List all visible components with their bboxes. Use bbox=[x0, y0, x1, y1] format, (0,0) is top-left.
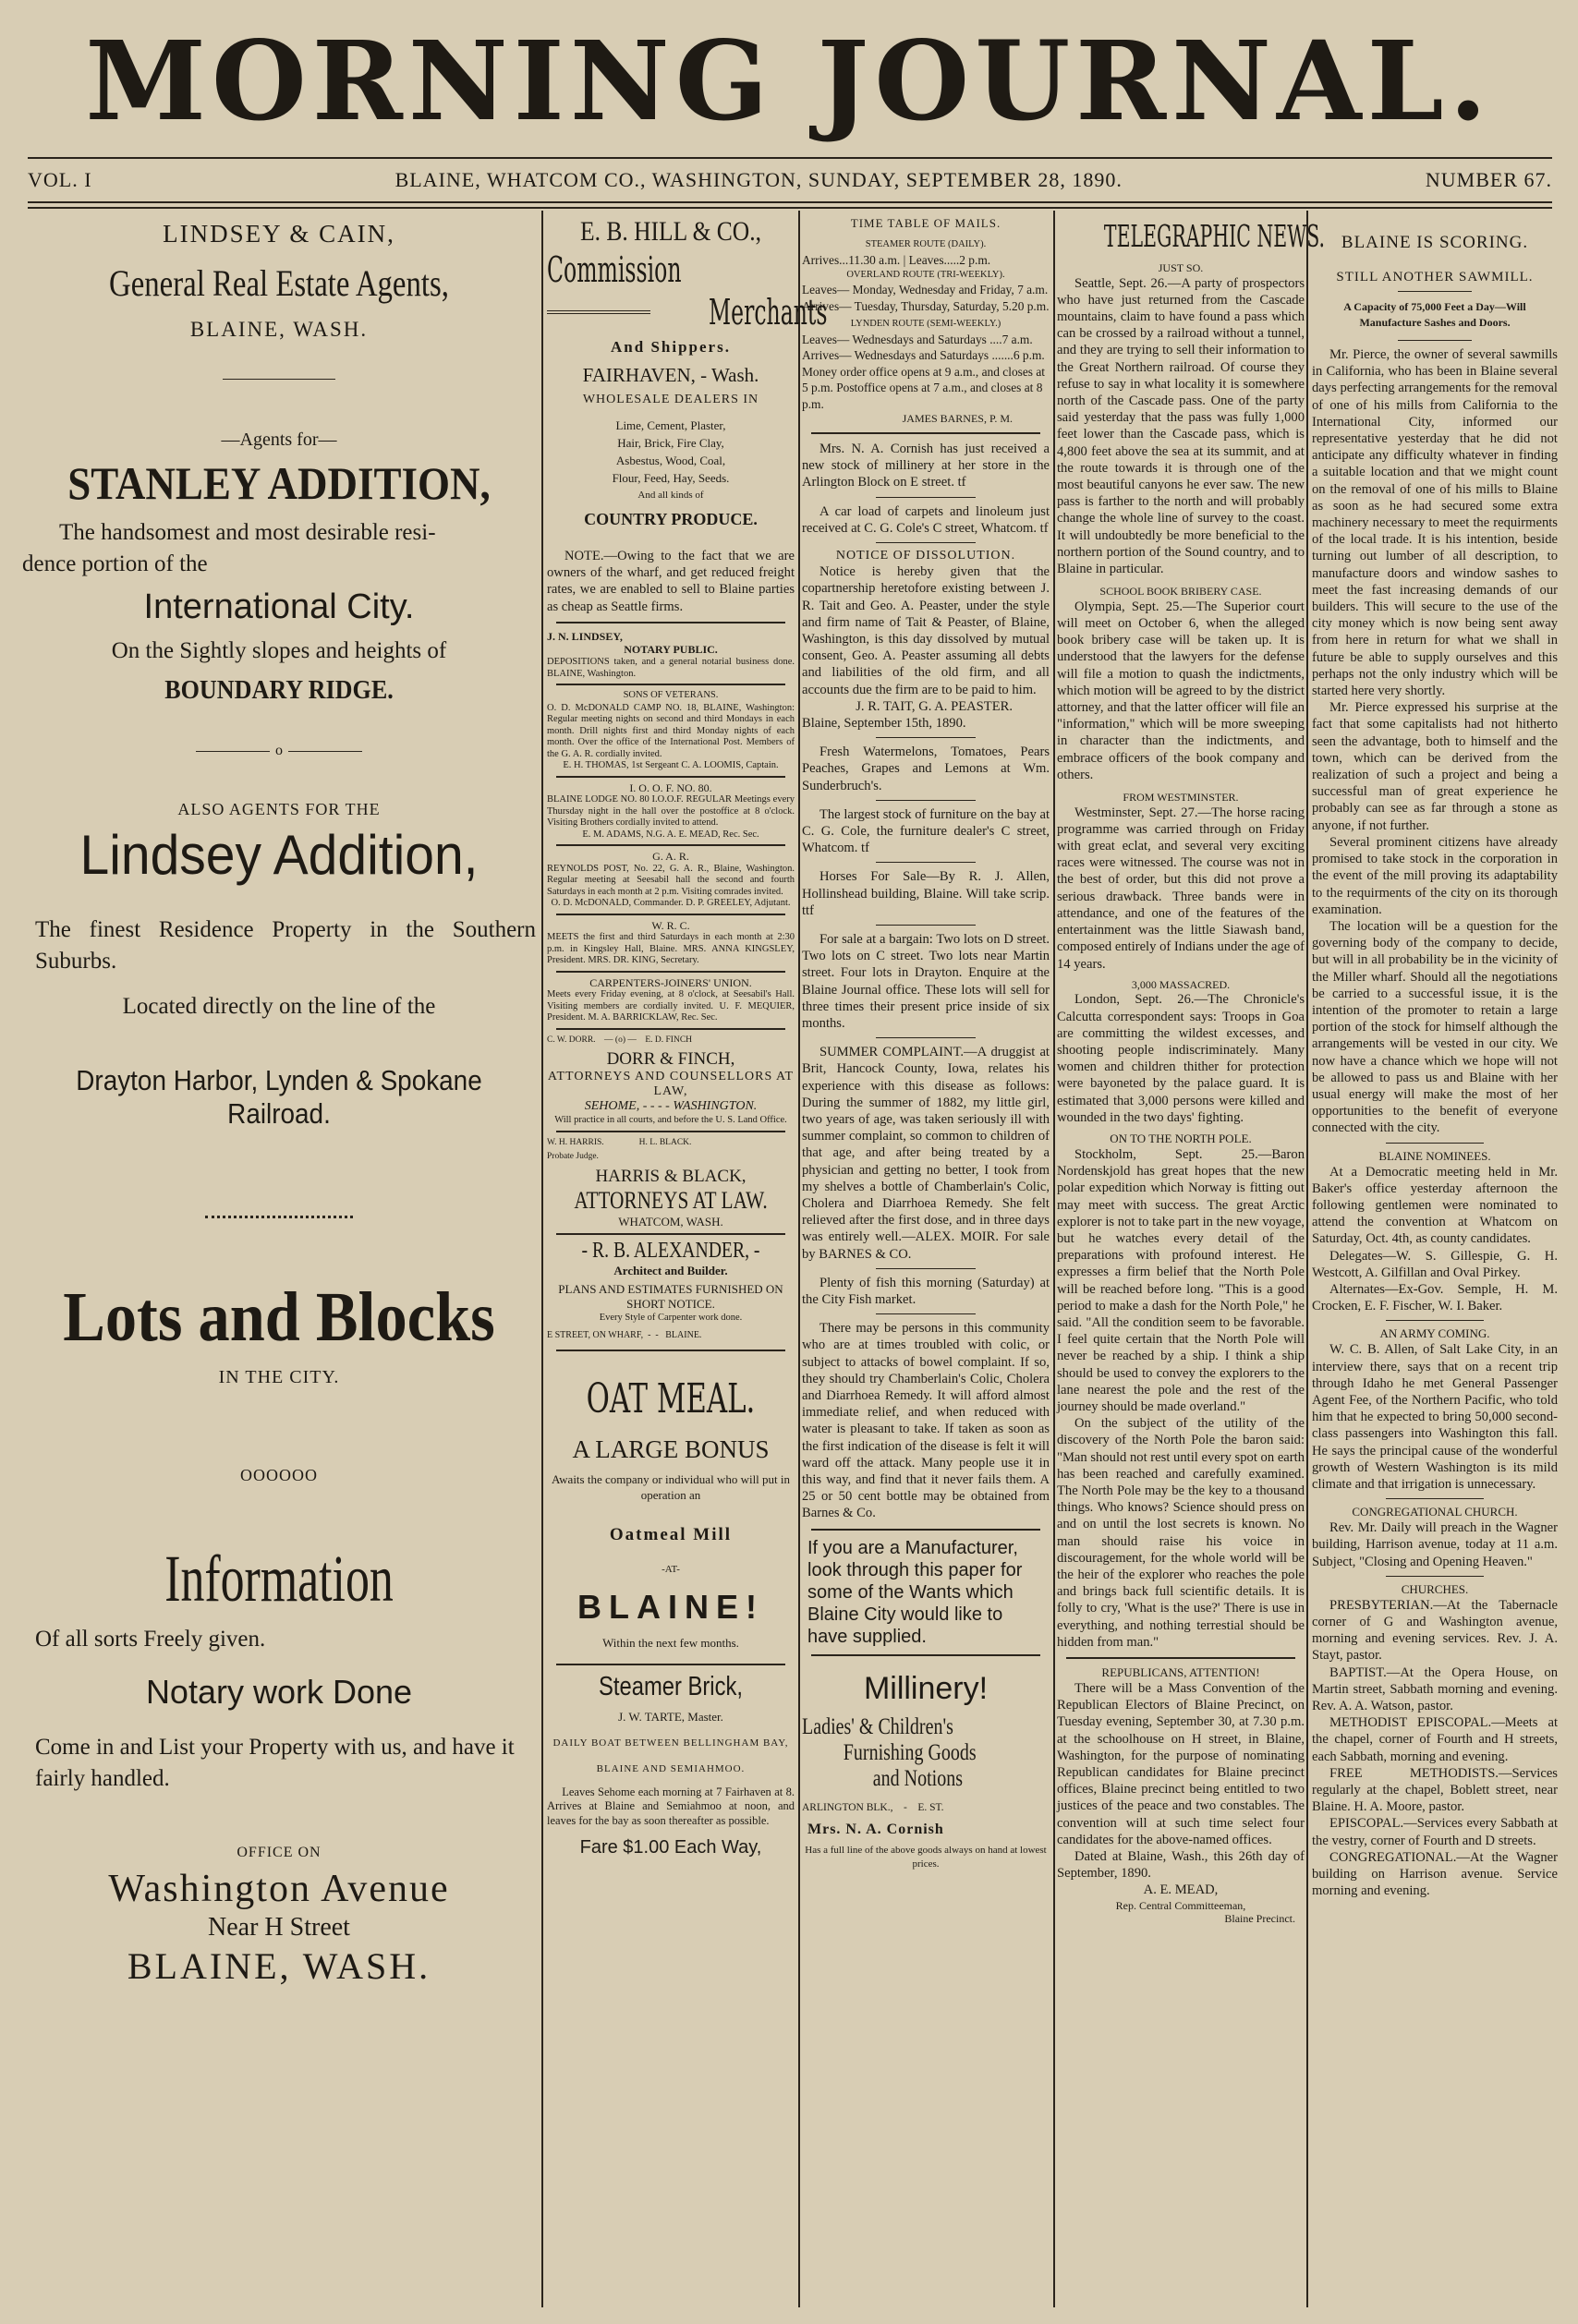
rule bbox=[556, 776, 785, 778]
ornament-ooo: OOOOOO bbox=[240, 1466, 318, 1484]
country-produce: COUNTRY PRODUCE. bbox=[584, 510, 758, 528]
rule bbox=[556, 1233, 785, 1235]
postmaster: JAMES BARNES, P. M. bbox=[902, 412, 1013, 426]
dissolution-signature: J. R. TAIT, G. A. PEASTER. bbox=[856, 698, 1013, 714]
and-shippers: And Shippers. bbox=[611, 338, 731, 356]
tarte-master: J. W. TARTE, Master. bbox=[618, 1709, 723, 1724]
harris-black: HARRIS & BLACK, bbox=[595, 1167, 747, 1187]
lodge-notice: BLAINE LODGE NO. 80 I.O.O.F. REGULAR Meetings every Thursday night in the hall over the postoffice at 8 o'clock. Visiting Brothers cordially invited to attend. bbox=[547, 794, 795, 829]
congregational-text: Rev. Mr. Daily will preach in the Wagner building, Harrison avenue, today at 11 a.m. Subject, "Closing and Opening Heaven." bbox=[1312, 1520, 1558, 1569]
summer-complaint: SUMMER COMPLAINT.—A druggist at Brit, Hancock County, Iowa, relates his experience with this disease as follows: During the summer of 1882, my little girl, two years of age, was taken seriously ill with summer complaint, so common to children of that age, and after being treated by a physician and getting no better, I took from my shelves a bottle of Chamberlain's Colic, Cholera and Diarrhoea Remedy. She felt relieved after the first dose, and in three days was entirely well.—ALEX. MOIR. For sale by BARNES & CO. bbox=[802, 1045, 1050, 1262]
merchants-row bbox=[547, 292, 828, 333]
republicans-notice: There will be a Mass Convention of the Republican Electors of Blaine Precinct, on Tuesday evening, September 30, at 7.30 p.m. at the schoolhouse on H street, in Blaine, Washington, for the purpose of nominating Republican candidates for Blaine precinct offices, Blaine precinct being entitled to two justices of the peace and two constables. The convention will at such time select four candidates for the above-named offices. bbox=[1057, 1681, 1305, 1847]
ornament-o: o bbox=[275, 743, 283, 758]
telegraphic-news: TELEGRAPHIC NEWS. bbox=[1103, 218, 1326, 254]
army-heading: AN ARMY COMING. bbox=[1379, 1326, 1490, 1341]
baptist: BAPTIST.—At the Opera House, on Martin street, Sabbath morning and evening. Rev. A. A. Watson, pastor. bbox=[1312, 1664, 1558, 1714]
firm-role: General Real Estate Agents, bbox=[109, 262, 449, 304]
dash bbox=[876, 925, 975, 926]
goods-4: Flour, Feed, Hay, Seeds. bbox=[612, 471, 730, 485]
congregational-church-2: CONGREGATIONAL.—At the Wagner building on Harrison avenue. Service morning and evening. bbox=[1312, 1849, 1558, 1899]
dorr-finch-role: ATTORNEYS AND COUNSELLORS AT LAW, bbox=[547, 1069, 795, 1098]
camp-notice: O. D. McDONALD CAMP NO. 18, BLAINE, Washington: Regular meeting nights on second and third Mondays in each month. Drill nights first and third Monday nights of each month. Over the office of the International Post. Members of the G. A. R. cordially invited. bbox=[547, 702, 795, 759]
railroad-line-1: Drayton Harbor, Lynden & Spokane bbox=[76, 1064, 482, 1096]
masthead-rule-bottom bbox=[28, 201, 1552, 203]
lots-bargain: For sale at a bargain: Two lots on D street. Two lots on C street. Two lots near Martin street. Four lots in Drayton. Enquire at the Blaine Journal office. These lots will sell for three times their present price inside of six months. bbox=[802, 931, 1050, 1031]
volume: VOL. I bbox=[28, 168, 92, 191]
sehome: SEHOME, - - - - WASHINGTON. bbox=[584, 1098, 758, 1113]
located-directly: Located directly on the line of the bbox=[122, 994, 436, 1019]
awaits-company: Awaits the company or individual who will put in operation an bbox=[551, 1471, 791, 1502]
citizens-story: Several prominent citizens have already promised to take stock in the corporation in the event of the mill proving its adaptability to the requirments of the city on its thorough examination. bbox=[1312, 834, 1558, 917]
rule bbox=[556, 914, 785, 915]
fish-market: Plenty of fish this morning (Saturday) at the City Fish market. bbox=[802, 1275, 1050, 1308]
colic-remedy: There may be persons in this community who are at times troubled with colic, or subject to attacks of bowel complaint. If so, they should try Chamberlain's Colic, Cholera and Diarrhoea Remedy. It will afford almost immediate relief, and when reduced with water is pleasant to take. If taken as soon as the first indication of the disease is felt it will ward off the attack. Many people use it in this way, and find that it never fails them. A 25 or 50 cent bottle may be obtained from Barnes & Co. bbox=[802, 1321, 1050, 1521]
stanley-desc-2: dence portion of the bbox=[22, 551, 208, 576]
wholesale-dealers: WHOLESALE DEALERS IN bbox=[582, 393, 759, 406]
nominees-heading: BLAINE NOMINEES. bbox=[1378, 1148, 1491, 1163]
dissolution-text: Notice is hereby given that the copartnership heretofore existing between J. R. Tait and Geo. A. Peaster, under the style and firm name of Tait & Peaster, of Blaine, Washington, is this day dissolved by mutual consent, Geo. A. Peaster assuming all debts and liabilities of the old firm, and all accounts due the firm are to be paid to him. bbox=[802, 564, 1050, 697]
capacity-heading: A Capacity of 75,000 Feet a Day—Will Manufacture Sashes and Doors. bbox=[1343, 300, 1526, 329]
within-months: Within the next few months. bbox=[602, 1635, 739, 1650]
oat-meal: OAT MEAL. bbox=[586, 1374, 756, 1422]
steamer-times: Arrives...11.30 a.m. | Leaves.....2 p.m. bbox=[802, 252, 991, 267]
place-date: BLAINE, WHATCOM CO., WASHINGTON, SUNDAY, SEPTEMBER 28, 1890. bbox=[394, 168, 1123, 191]
ioof-heading: I. O. O. F. NO. 80. bbox=[629, 781, 712, 794]
overland-times: Leaves— Monday, Wednesday and Friday, 7 a.m. Arrives— Tuesday, Thursday, Saturday, 5.20 p.m. bbox=[802, 283, 1050, 313]
rule bbox=[556, 1664, 785, 1665]
notary-public: NOTARY PUBLIC. bbox=[624, 643, 718, 657]
agents-for: —Agents for— bbox=[221, 430, 337, 450]
ornament-divider bbox=[22, 743, 536, 759]
methodist: METHODIST EPISCOPAL.—Meets at the chapel, corner of Fourth and H streets, each Sabbath, morning and evening. bbox=[1312, 1715, 1558, 1764]
fairhaven: FAIRHAVEN, - Wash. bbox=[582, 364, 759, 386]
rule bbox=[556, 684, 785, 685]
dash bbox=[876, 497, 975, 498]
dash bbox=[876, 862, 975, 863]
olympia-story: Olympia, Sept. 25.—The Superior court will meet on October 6, when the alleged book bribery case will be taken up. It is understood that the lawyers for the defense will file a motion to quash the indictments, which motion will be agreed to by the district attorney, and that the latter officer will file an "information," which will be more sweeping in character than the indictments, and embrace officers of the book company and others. bbox=[1057, 599, 1305, 782]
masthead-title: MORNING JOURNAL. bbox=[85, 17, 1493, 145]
whatcom-wash: WHATCOM, WASH. bbox=[618, 1215, 723, 1229]
dash bbox=[1386, 1576, 1484, 1577]
episcopal: EPISCOPAL.—Services every Sabbath at the vestry, corner of Fourth and D streets. bbox=[1312, 1816, 1558, 1848]
commission: Commission bbox=[547, 249, 682, 290]
column-rule-3 bbox=[1053, 211, 1055, 2307]
note-wharf: NOTE.—Owing to the fact that we are owners of the wharf, and get reduced freight rates, we are enabled to sell to Blaine parties as cheap as Seattle firms. bbox=[547, 549, 795, 614]
horses-for-sale: Horses For Sale—By R. J. Allen, Hollinshead building, Blaine. Will take scrip. ttf bbox=[802, 869, 1050, 918]
at: -AT- bbox=[662, 1563, 680, 1575]
carpenters-notice: Meets every Friday evening, at 8 o'clock, at Seesabil's Hall. Visiting members are cordially invited. U. F. MEQUIER, President. M. A. BARRICKLAW, Rec. Sec. bbox=[547, 989, 795, 1023]
rule bbox=[811, 432, 1040, 434]
republicans-role: Rep. Central Committeeman, bbox=[1115, 1898, 1246, 1912]
north-pole-heading: ON TO THE NORTH POLE. bbox=[1110, 1131, 1252, 1145]
arlington-blk: ARLINGTON BLK., - E. ST. bbox=[802, 1801, 944, 1813]
notary-work-done: Notary work Done bbox=[145, 1673, 413, 1711]
masthead-rule-bottom-2 bbox=[28, 207, 1552, 209]
finest-residence: The finest Residence Property in the Southern Suburbs. bbox=[35, 917, 536, 974]
and-notions: and Notions bbox=[872, 1765, 964, 1791]
carpenters-heading: CARPENTERS-JOINERS' UNION. bbox=[589, 975, 752, 989]
camp-signature: E. H. THOMAS, 1st Sergeant C. A. LOOMIS, Captain. bbox=[563, 760, 779, 771]
time-table: TIME TABLE OF MAILS. bbox=[850, 216, 1001, 230]
free-methodists: FREE METHODISTS.—Services regularly at the chapel, Boblett street, near Blaine. H. A. Moore, pastor. bbox=[1312, 1765, 1558, 1815]
rule bbox=[811, 1654, 1040, 1656]
jn-lindsey: J. N. LINDSEY, bbox=[547, 629, 623, 643]
dash bbox=[876, 1268, 975, 1269]
also-agents: ALSO AGENTS FOR THE bbox=[177, 800, 381, 818]
dorr-finch-names: C. W. DORR. — (o) — E. D. FINCH bbox=[547, 1035, 693, 1045]
dash bbox=[1386, 1498, 1484, 1499]
dorr-finch: DORR & FINCH, bbox=[606, 1048, 735, 1069]
daily-boat: DAILY BOAT BETWEEN BELLINGHAM BAY, BLAINE AND SEMIAHMOO. bbox=[552, 1737, 789, 1774]
post-signature: O. D. McDONALD, Commander. D. P. GREELEY, Adjutant. bbox=[551, 898, 791, 909]
rule bbox=[556, 971, 785, 973]
lodge-signature: E. M. ADAMS, N.G. A. E. MEAD, Rec. Sec. bbox=[582, 829, 759, 840]
steamer-brick: Steamer Brick, bbox=[599, 1671, 743, 1701]
millinery: Millinery! bbox=[863, 1670, 989, 1706]
column-rule-2 bbox=[798, 211, 800, 2307]
seattle-story: Seattle, Sept. 26.—A party of prospectors who have just returned from the Cascade mountains, claim to have found a pass which can be crossed by a railroad without a tunnel, and they are trying to sell their information to the Great Northern railroad. Of course they refuse to say in what locality it is somewhere north of the Cascade pass. One of the party said yesterday that the pass was fully 1,000 feet lower than the Cascade pass, which is 4,800 feet above the sea at its summit, and at the route towards it is through one of the most beautiful canyons he ever saw. The new pass is farther to the north and will probably change the whole line of survey to the coast. It will undoubtedly be more beneficial to the northern portion of the Sound country, and to Blaine in particular. bbox=[1057, 275, 1305, 577]
rule bbox=[556, 1350, 785, 1351]
fresh-fruit: Fresh Watermelons, Tomatoes, Pears Peaches, Grapes and Lemons at Wm. Sunderbruch's. bbox=[802, 744, 1050, 793]
westminster-heading: FROM WESTMINSTER. bbox=[1123, 791, 1239, 805]
lynden-times: Leaves— Wednesdays and Saturdays ....7 a.m. Arrives— Wednesdays and Saturdays .......6 p.m. Money order office opens at 9 a.m., and closes at 5 p.m. Postoffice opens at 7 a.m., and closes at 8 p.m. bbox=[802, 332, 1046, 411]
dotted-divider bbox=[205, 1216, 353, 1218]
dash bbox=[1398, 291, 1472, 292]
column-mails-notices bbox=[802, 214, 1050, 1870]
dash bbox=[876, 800, 975, 801]
bribery-heading: SCHOOL BOOK BRIBERY CASE. bbox=[1099, 585, 1262, 599]
ladies-childrens: Ladies' & Children's bbox=[802, 1713, 953, 1739]
alternates: Alternates—Ex-Gov. Semple, H. M. Crocken, E. F. Fischer, W. I. Baker. bbox=[1312, 1281, 1558, 1314]
issue-number: NUMBER 67. bbox=[1425, 168, 1552, 191]
fare: Fare $1.00 Each Way, bbox=[579, 1837, 762, 1858]
column-telegraphic-news bbox=[1057, 214, 1326, 1926]
column-rule-1 bbox=[541, 211, 543, 2307]
wrc-notice: MEETS the first and third Saturdays in each month at 2:30 p.m. in Kingsley Hall, Blaine. MRS. ANNA KINGSLEY, President. MRS. DR. KING, Secretary. bbox=[547, 932, 795, 966]
wrc-heading: W. R. C. bbox=[651, 918, 690, 932]
rule bbox=[556, 1131, 785, 1132]
harris-black-role: ATTORNEYS AT LAW. bbox=[574, 1187, 768, 1215]
churches-heading: CHURCHES. bbox=[1401, 1581, 1469, 1596]
mrs-cornish: Mrs. N. A. Cornish bbox=[807, 1822, 944, 1838]
rule bbox=[556, 622, 785, 623]
dash bbox=[876, 542, 975, 543]
cornish-notice: Mrs. N. A. Cornish has just received a new stock of millinery at her store in the Arlington Block on E street. tf bbox=[802, 442, 1050, 490]
merchants: Merchants bbox=[709, 292, 828, 333]
lindsey-addition: Lindsey Addition, bbox=[79, 824, 479, 886]
dissolution-heading: NOTICE OF DISSOLUTION. bbox=[835, 549, 1016, 563]
dash bbox=[1386, 1143, 1484, 1144]
sawmill-heading: STILL ANOTHER SAWMILL. bbox=[1336, 270, 1534, 284]
blaine-exclaim: BLAINE! bbox=[577, 1587, 764, 1626]
carpets-notice: A car load of carpets and linoleum just received at C. G. Cole's C street, Whatcom. tf bbox=[802, 503, 1050, 536]
delegates: Delegates—W. S. Gillespie, G. H. Westcott, A. Gilfillan and Oval Pirkey. bbox=[1312, 1248, 1558, 1280]
hill-and-co: E. B. HILL & CO., bbox=[580, 216, 761, 247]
large-bonus: A LARGE BONUS bbox=[572, 1434, 770, 1463]
firm-city: BLAINE, WASH. bbox=[189, 318, 369, 341]
divider bbox=[223, 379, 335, 380]
goods-5: And all kinds of bbox=[637, 490, 704, 501]
divider-right bbox=[288, 751, 362, 752]
goods-2: Hair, Brick, Fire Clay, bbox=[617, 436, 724, 450]
column-local-news bbox=[1312, 214, 1558, 1899]
goods-list bbox=[547, 417, 795, 504]
railroad-line-2: Railroad. bbox=[227, 1097, 331, 1130]
e-street-wharf: E STREET, ON WHARF, - - BLAINE. bbox=[547, 1329, 702, 1340]
office-on: OFFICE ON bbox=[237, 1845, 322, 1860]
lots-and-blocks: Lots and Blocks bbox=[63, 1278, 495, 1356]
republicans-heading: REPUBLICANS, ATTENTION! bbox=[1101, 1665, 1260, 1680]
column-real-estate-ad bbox=[22, 214, 536, 1988]
presbyterian: PRESBYTERIAN.—At the Tabernacle corner of G and Washington avenue, morning and evening services. Rev. J. A. Stayt, pastor. bbox=[1312, 1597, 1558, 1664]
rule bbox=[1066, 1657, 1295, 1659]
dorr-courts: Will practice in all courts, and before the U. S. Land Office. bbox=[554, 1114, 787, 1125]
rule bbox=[811, 1529, 1040, 1531]
dash bbox=[876, 737, 975, 738]
dash bbox=[876, 1313, 975, 1314]
leaves-sehome: Leaves Sehome each morning at 7 Fairhaven at 8. Arrives at Blaine and Semiahmoo at noon, and leaves for the bay as soon thereafter as possible. bbox=[547, 1785, 795, 1827]
location-story: The location will be a question for the governing body of the company to decide, but will in all probability be in the vicinity of the Miller wharf. Should all the negotiations be carried to a successful issue, it is the intention of the promoter to retain a large portion of the stock for himself although the arrangements will be vested in our city. We now have a chance which we hope will not be allowed to pass us and Blaine with her usual energy will make the most of her opportunities to the benefit of everyone connected with the city. bbox=[1312, 918, 1558, 1136]
post-notice: REYNOLDS POST, No. 22, G. A. R., Blaine, Washington. Regular meeting at Seesabil hall the second and fourth Saturdays in each month at 2 p.m. Visiting comrades invited. bbox=[547, 863, 795, 897]
london-story: London, Sept. 26.—The Chronicle's Calcutta correspondent says: Troops in Goa are committing the wildest excesses, and shooting people indiscriminately. Many women and children thither for protection were bayoneted by the palace guard. It is estimated that 3,000 persons were killed and wounded in the two days' fighting. bbox=[1057, 992, 1305, 1125]
blaine-scoring: BLAINE IS SCORING. bbox=[1341, 233, 1529, 252]
congregational-heading: CONGREGATIONAL CHURCH. bbox=[1352, 1505, 1518, 1519]
boundary-ridge: BOUNDARY RIDGE. bbox=[164, 675, 394, 705]
come-in-and-list: Come in and List your Property with us, and have it fairly handled. bbox=[35, 1735, 515, 1791]
westminster-story: Westminster, Sept. 27.—The horse racing programme was carried through on Friday with great eclat, and several very exciting races were witnessed. The course was not in the best of order, but this did not prove a serious drawback. Three bands were in attendance, and one of the features of the entertainment was the little Siawash band, composed entirely of Indians under the age of 14 years. bbox=[1057, 805, 1305, 972]
pierce-story: Mr. Pierce, the owner of several sawmills in California, who has been in Blaine several days perfecting arrangements for the removal of one of his mills from California to the International City, informed our representative yesterday that he did not anticipate any difficulty whatever in finding a suitable location and that we might count on the removal of one of his mills to Blaine as soon as he had secured some extra machinery necessary to meet the requirments of the local trade. It is his intention, beside turning out lumber of all description, to manufacture doors and window sashes to meet the fast increasing demands of our builders. This will secure to the use of the city money which is now being sent away from here in return for what we shall in future be able to supply ourselves and this perhaps not the only industry which will be started here very shortly. bbox=[1312, 347, 1558, 699]
harris-black-names: W. H. HARRIS. H. L. BLACK. bbox=[547, 1138, 692, 1148]
nominees-text: At a Democratic meeting held in Mr. Baker's office yesterday afternoon the following gentlemen were nominated to attend the convention at Whatcom on Saturday, Oct. 4th, as county candidates. bbox=[1312, 1164, 1558, 1247]
steamer-route: STEAMER ROUTE (DAILY). bbox=[865, 239, 987, 249]
in-the-city: IN THE CITY. bbox=[218, 1367, 340, 1387]
blaine-wash: BLAINE, WASH. bbox=[127, 1945, 431, 1987]
merchants-rule bbox=[547, 310, 650, 314]
dash bbox=[1386, 1320, 1484, 1321]
all-sorts-freely: Of all sorts Freely given. bbox=[35, 1627, 266, 1652]
masthead-rule-top bbox=[28, 157, 1552, 159]
goods-3: Asbestus, Wood, Coal, bbox=[615, 454, 726, 467]
furnishing-goods: Furnishing Goods bbox=[843, 1739, 977, 1765]
near-h-street: Near H Street bbox=[208, 1913, 350, 1942]
column-business-directory bbox=[547, 214, 828, 1858]
international-city: International City. bbox=[143, 587, 415, 626]
republicans-precinct: Blaine Precinct. bbox=[1224, 1912, 1295, 1926]
republicans-signature: A. E. MEAD, bbox=[1143, 1882, 1219, 1898]
furniture-notice: The largest stock of furniture on the bay at C. G. Cole, the furniture dealer's C street, Whatcom. tf bbox=[802, 806, 1050, 856]
dissolution-date: Blaine, September 15th, 1890. bbox=[802, 715, 966, 731]
probate-judge: Probate Judge. bbox=[547, 1151, 599, 1161]
goods-1: Lime, Cement, Plaster, bbox=[615, 418, 726, 432]
dash bbox=[1398, 340, 1472, 341]
plans-estimates: PLANS AND ESTIMATES FURNISHED ON SHORT NOTICE. bbox=[558, 1282, 783, 1312]
just-so: JUST SO. bbox=[1158, 261, 1204, 274]
overland-route: OVERLAND ROUTE (TRI-WEEKLY). bbox=[846, 269, 1005, 280]
oatmeal-mill: Oatmeal Mill bbox=[609, 1524, 733, 1544]
manufacturer-ad: If you are a Manufacturer, look through this paper for some of the Wants which Blaine City would like to have supplied. bbox=[807, 1537, 1023, 1647]
sons-of-veterans: SONS OF VETERANS. bbox=[623, 690, 719, 700]
rb-alexander: - R. B. ALEXANDER, - bbox=[581, 1239, 760, 1264]
sightly-slopes: On the Sightly slopes and heights of bbox=[111, 638, 447, 663]
stanley-desc-1: The handsomest and most desirable resi- bbox=[59, 520, 436, 545]
washington-avenue: Washington Avenue bbox=[108, 1868, 450, 1910]
stanley-addition: STANLEY ADDITION, bbox=[67, 457, 491, 509]
stockholm-story: Stockholm, Sept. 25.—Baron Nordenskjold has great hopes that the new polar expedition which Norway is fitting out may meet with success. The great Arctic explorer is not to take part in the new voyage, but he watches every detail of the preparations with profound interest. He expresses a firm belief that the North Pole will be reached before long. "This is a good period to make a dash for the North Pole," he said. "All the condition seem to be favorable. I feel quite certain that the North Pole will never be reached by a ship. I think a ship should be used to convey the explorers to the lane nearest the pole and the rest of the journey should be made overland." bbox=[1057, 1146, 1305, 1414]
dash bbox=[876, 1037, 975, 1038]
every-style: Every Style of Carpenter work done. bbox=[599, 1313, 743, 1324]
divider-left bbox=[196, 751, 270, 752]
massacred-heading: 3,000 MASSACRED. bbox=[1131, 977, 1231, 991]
lynden-route: LYNDEN ROUTE (SEMI-WEEKLY.) bbox=[850, 319, 1001, 330]
information: Information bbox=[164, 1542, 394, 1616]
architect-builder: Architect and Builder. bbox=[613, 1264, 728, 1278]
dateline bbox=[28, 168, 1552, 192]
republicans-date: Dated at Blaine, Wash., this 26th day of September, 1890. bbox=[1057, 1849, 1305, 1882]
firm-name: LINDSEY & CAIN, bbox=[163, 220, 395, 248]
surprise-story: Mr. Pierce expressed his surprise at the fact that some capitalists had not hitherto seen the advantage, both to himself and the town, which can be derived from the realization of such a project and being a successful man of great experience he probably can see as far through a stone as anyone, if not further. bbox=[1312, 700, 1558, 833]
column-rule-4 bbox=[1306, 211, 1308, 2307]
army-story: W. C. B. Allen, of Salt Lake City, in an interview there, says that on a recent trip through Idaho he met General Passenger Agent Fee, of the Northern Pacific, who told him that he expected to bring 50,000 second-class passengers into Washington this fall. He says the principal cause of the wonderful growth of Western Washington is its mild climate and that irrigation is unnecessary. bbox=[1312, 1342, 1558, 1492]
full-line: Has a full line of the above goods always on hand at lowest prices. bbox=[805, 1845, 1047, 1870]
rule bbox=[556, 844, 785, 846]
utility-story: On the subject of the utility of the discovery of the North Pole the baron said: "Man should not rest until every spot on earth has been reached and carefully examined. The North Pole may be the key to a thousand things. Who knows? Science should press on and on until the lost secrets is known. No man should raise his voice in discouragement, for the whole world will be the heir of the explorer who reaches the pole and brings back full scientific details. It is folly to cry, 'What is the use?' There is use in everything, and nothing terrestial should be hidden from man." bbox=[1057, 1416, 1305, 1650]
gar-heading: G. A. R. bbox=[652, 850, 689, 864]
depositions: DEPOSITIONS taken, and a general notarial business done. BLAINE, Washington. bbox=[547, 657, 795, 679]
rule bbox=[556, 1028, 785, 1030]
